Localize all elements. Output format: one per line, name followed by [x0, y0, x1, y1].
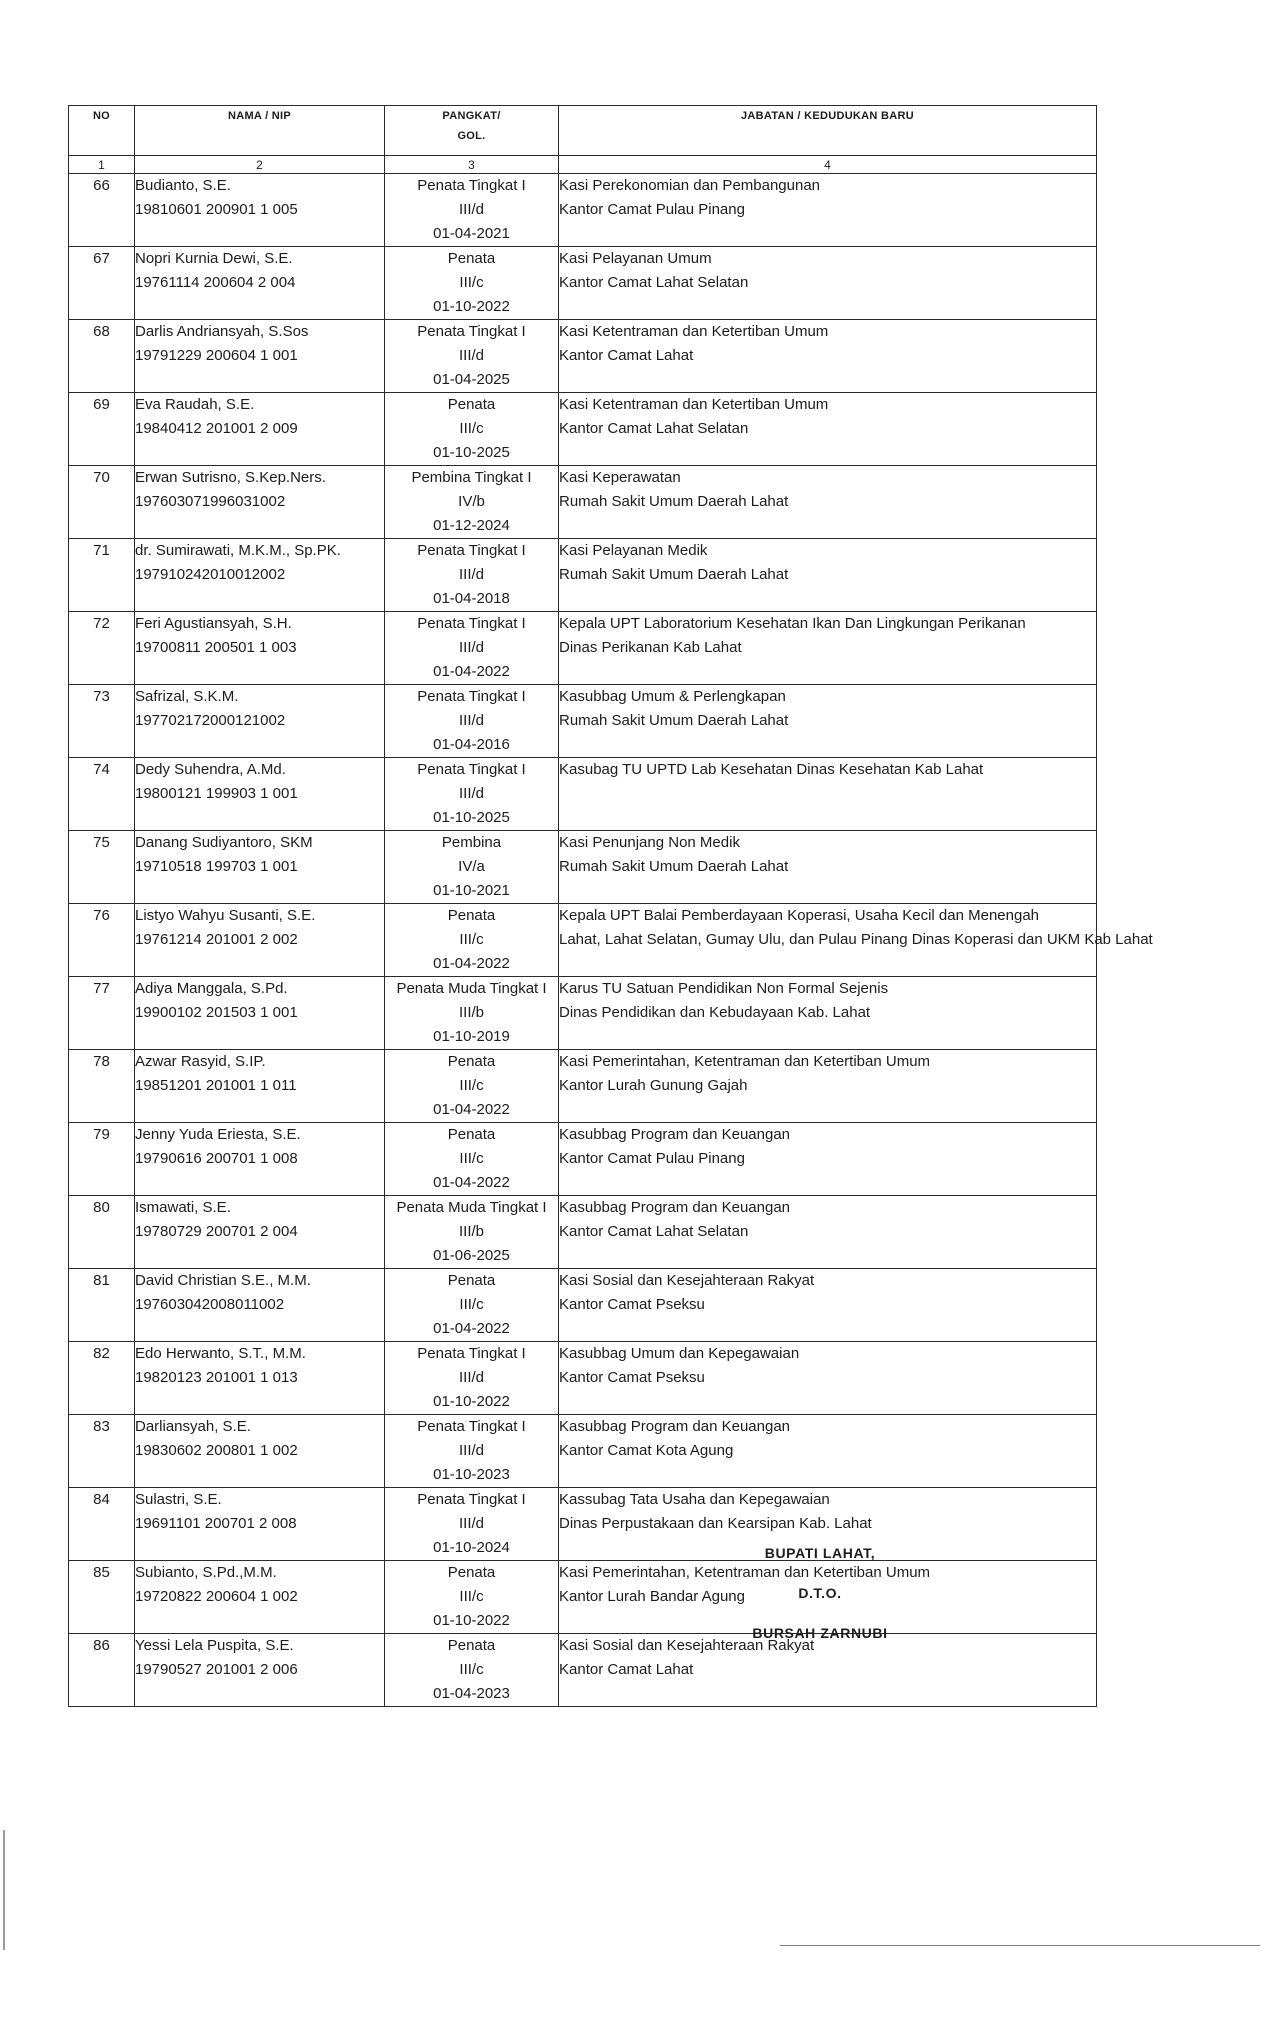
rank-grade: III/c — [459, 274, 484, 291]
name-nip-cell — [135, 174, 385, 247]
employee-nip: 197603071996031002 — [135, 493, 286, 510]
position-unit: Kantor Camat Pulau Pinang — [559, 1150, 745, 1167]
row-number: 83 — [69, 1415, 135, 1488]
table-row — [69, 393, 1097, 466]
position-cell — [559, 1050, 1097, 1123]
table-row — [69, 1561, 1097, 1634]
position-unit: Dinas Perikanan Kab Lahat — [559, 639, 742, 656]
rank-grade: III/c — [459, 1150, 484, 1167]
table-row — [69, 977, 1097, 1050]
position-title: Kasi Sosial dan Kesejahteraan Rakyat — [559, 1637, 815, 1654]
rank-title: Penata Tingkat I — [417, 177, 526, 194]
position-title: Kasubbag Program dan Keuangan — [559, 1199, 791, 1216]
name-nip-cell — [135, 831, 385, 904]
table-row — [69, 685, 1097, 758]
position-title: Kasubbag Umum dan Kepegawaian — [559, 1345, 800, 1362]
employee-nip: 19691101 200701 2 008 — [135, 1515, 297, 1532]
employee-name: dr. Sumirawati, M.K.M., Sp.PK. — [135, 542, 341, 559]
employee-name: Dedy Suhendra, A.Md. — [135, 761, 286, 778]
position-unit: Rumah Sakit Umum Daerah Lahat — [559, 566, 789, 583]
name-nip-cell — [135, 685, 385, 758]
rank-title: Penata Tingkat I — [417, 323, 526, 340]
rank-cell — [385, 1196, 559, 1269]
row-number: 73 — [69, 685, 135, 758]
table-row — [69, 1269, 1097, 1342]
table-row — [69, 466, 1097, 539]
rank-title: Pembina — [441, 834, 502, 851]
row-number: 78 — [69, 1050, 135, 1123]
employee-name: Budianto, S.E. — [135, 177, 231, 194]
column-number-row — [69, 156, 1097, 174]
row-number: 80 — [69, 1196, 135, 1269]
rank-cell — [385, 1561, 559, 1634]
row-number: 77 — [69, 977, 135, 1050]
employee-nip: 19761214 201001 2 002 — [135, 931, 298, 948]
rank-date: 01-04-2025 — [433, 371, 510, 388]
position-cell — [559, 612, 1097, 685]
position-unit: Rumah Sakit Umum Daerah Lahat — [559, 493, 789, 510]
table-row — [69, 831, 1097, 904]
header-gol: GOL. — [457, 130, 486, 142]
rank-cell — [385, 904, 559, 977]
rank-grade: III/d — [458, 639, 484, 656]
position-title: Kepala UPT Laboratorium Kesehatan Ikan Dan Lingkungan Perikanan — [559, 615, 1026, 632]
position-title: Kasi Keperawatan — [559, 469, 681, 486]
position-cell — [559, 466, 1097, 539]
position-title: Kasubbag Program dan Keuangan — [559, 1126, 791, 1143]
employee-name: David Christian S.E., M.M. — [135, 1272, 311, 1289]
employee-nip: 19710518 199703 1 001 — [135, 858, 298, 875]
position-cell — [559, 1269, 1097, 1342]
name-nip-cell — [135, 466, 385, 539]
position-title: Kasi Ketentraman dan Ketertiban Umum — [559, 396, 829, 413]
row-number: 68 — [69, 320, 135, 393]
position-title: Kepala UPT Balai Pemberdayaan Koperasi, Usaha Kecil dan Menengah — [559, 907, 1040, 924]
rank-grade: III/c — [459, 931, 484, 948]
column-number: 3 — [385, 156, 559, 174]
rank-cell — [385, 977, 559, 1050]
rank-title: Penata — [447, 1272, 496, 1289]
rank-grade: III/d — [458, 785, 484, 802]
rank-date: 01-04-2021 — [433, 225, 510, 242]
employee-name: Eva Raudah, S.E. — [135, 396, 255, 413]
row-number: 66 — [69, 174, 135, 247]
header-no: NO — [69, 106, 135, 156]
employee-name: Azwar Rasyid, S.IP. — [135, 1053, 266, 1070]
signature-title: BUPATI LAHAT, — [764, 1545, 876, 1561]
table-body — [69, 174, 1153, 1707]
rank-date: 01-04-2022 — [433, 955, 510, 972]
position-cell — [559, 904, 1153, 977]
name-nip-cell — [135, 393, 385, 466]
rank-title: Penata — [447, 396, 496, 413]
rank-grade: III/d — [458, 712, 484, 729]
rank-date: 01-10-2025 — [433, 444, 510, 461]
rank-cell — [385, 1123, 559, 1196]
employee-name: Subianto, S.Pd.,M.M. — [135, 1564, 277, 1581]
position-title: Kasubbag Umum & Perlengkapan — [559, 688, 786, 705]
position-title: Kasi Sosial dan Kesejahteraan Rakyat — [559, 1272, 815, 1289]
rank-title: Penata Tingkat I — [417, 542, 526, 559]
name-nip-cell — [135, 247, 385, 320]
table-row — [69, 174, 1097, 247]
rank-grade: III/d — [458, 347, 484, 364]
position-title: Kasi Ketentraman dan Ketertiban Umum — [559, 323, 829, 340]
table-row — [69, 1196, 1097, 1269]
rank-date: 01-06-2025 — [433, 1247, 510, 1264]
employee-name: Listyo Wahyu Susanti, S.E. — [135, 907, 316, 924]
name-nip-cell — [135, 977, 385, 1050]
header-pangkat: PANGKAT/ — [442, 110, 501, 122]
employee-name: Yessi Lela Puspita, S.E. — [135, 1637, 294, 1654]
rank-date: 01-04-2018 — [433, 590, 510, 607]
rank-grade: III/c — [459, 420, 484, 437]
rank-cell — [385, 320, 559, 393]
rank-date: 01-04-2022 — [433, 663, 510, 680]
rank-date: 01-04-2022 — [433, 1320, 510, 1337]
position-cell — [559, 1342, 1097, 1415]
table-row — [69, 904, 1097, 977]
footer-divider — [780, 1945, 1260, 1946]
name-nip-cell — [135, 1123, 385, 1196]
rank-cell — [385, 1269, 559, 1342]
employee-nip: 197910242010012002 — [135, 566, 286, 583]
employee-nip: 19700811 200501 1 003 — [135, 639, 297, 656]
employee-nip: 19840412 201001 2 009 — [135, 420, 298, 437]
rank-title: Penata — [447, 250, 496, 267]
column-number: 2 — [135, 156, 385, 174]
position-title: Kasi Penunjang Non Medik — [559, 834, 740, 851]
name-nip-cell — [135, 1634, 385, 1707]
row-number: 67 — [69, 247, 135, 320]
rank-grade: III/d — [458, 566, 484, 583]
header-jabatan: JABATAN / KEDUDUKAN BARU — [559, 106, 1097, 156]
employee-nip: 197603042008011002 — [135, 1296, 285, 1313]
position-unit: Kantor Camat Lahat Selatan — [559, 1223, 749, 1240]
rank-cell — [385, 1415, 559, 1488]
rank-title: Penata Tingkat I — [417, 615, 526, 632]
table-row — [69, 1634, 1097, 1707]
position-cell — [559, 977, 1097, 1050]
position-cell — [559, 685, 1097, 758]
name-nip-cell — [135, 1196, 385, 1269]
column-number: 4 — [559, 156, 1097, 174]
rank-title: Penata — [447, 907, 496, 924]
rank-cell — [385, 612, 559, 685]
row-number: 76 — [69, 904, 135, 977]
rank-grade: III/b — [458, 1004, 484, 1021]
rank-grade: IV/b — [458, 493, 485, 510]
position-title: Kasubag TU UPTD Lab Kesehatan Dinas Kesehatan Kab Lahat — [559, 761, 984, 778]
table-row — [69, 1415, 1097, 1488]
position-title: Kasubbag Program dan Keuangan — [559, 1418, 791, 1435]
row-number: 75 — [69, 831, 135, 904]
employee-nip: 19791229 200604 1 001 — [135, 347, 298, 364]
table-header-row — [69, 106, 1097, 156]
row-number: 69 — [69, 393, 135, 466]
table-row — [69, 612, 1097, 685]
rank-cell — [385, 174, 559, 247]
position-unit: Dinas Pendidikan dan Kebudayaan Kab. Lahat — [559, 1004, 871, 1021]
position-unit: Kantor Camat Lahat — [559, 347, 694, 364]
employee-nip: 19780729 200701 2 004 — [135, 1223, 298, 1240]
rank-cell — [385, 1634, 559, 1707]
rank-cell — [385, 758, 559, 831]
rank-grade: III/d — [458, 1369, 484, 1386]
name-nip-cell — [135, 1561, 385, 1634]
rank-title: Penata Tingkat I — [417, 1345, 526, 1362]
rank-cell — [385, 1050, 559, 1123]
position-title: Karus TU Satuan Pendidikan Non Formal Sejenis — [559, 980, 889, 997]
employee-name: Erwan Sutrisno, S.Kep.Ners. — [135, 469, 326, 486]
rank-grade: IV/a — [458, 858, 485, 875]
position-unit: Kantor Camat Pseksu — [559, 1296, 705, 1313]
employee-nip: 19820123 201001 1 013 — [135, 1369, 298, 1386]
row-number: 81 — [69, 1269, 135, 1342]
employee-nip: 197702172000121002 — [135, 712, 286, 729]
position-unit: Kantor Camat Lahat Selatan — [559, 274, 749, 291]
personnel-table — [68, 105, 1153, 1707]
rank-title: Penata — [447, 1126, 496, 1143]
rank-grade: III/d — [458, 1515, 484, 1532]
position-cell — [559, 758, 1097, 831]
rank-title: Penata Muda Tingkat I — [396, 980, 547, 997]
position-unit: Kantor Camat Pseksu — [559, 1369, 705, 1386]
position-unit: Kantor Camat Lahat Selatan — [559, 420, 749, 437]
table-row — [69, 1488, 1097, 1561]
rank-title: Penata — [447, 1053, 496, 1070]
name-nip-cell — [135, 1342, 385, 1415]
rank-grade: III/c — [459, 1661, 484, 1678]
rank-date: 01-10-2021 — [433, 882, 510, 899]
position-title: Kasi Pelayanan Umum — [559, 250, 712, 267]
rank-date: 01-10-2019 — [433, 1028, 510, 1045]
rank-title: Penata Tingkat I — [417, 688, 526, 705]
employee-nip: 19761114 200604 2 004 — [135, 274, 296, 291]
header-nama-nip: NAMA / NIP — [135, 106, 385, 156]
position-cell — [559, 831, 1097, 904]
name-nip-cell — [135, 320, 385, 393]
rank-title: Penata Tingkat I — [417, 761, 526, 778]
rank-cell — [385, 393, 559, 466]
rank-date: 01-10-2022 — [433, 1393, 510, 1410]
position-unit: Kantor Camat Pulau Pinang — [559, 201, 745, 218]
position-cell — [559, 1415, 1097, 1488]
position-cell — [559, 1123, 1097, 1196]
rank-title: Penata Tingkat I — [417, 1418, 526, 1435]
rank-date: 01-12-2024 — [433, 517, 510, 534]
rank-date: 01-10-2022 — [433, 1612, 510, 1629]
employee-nip: 19851201 201001 1 011 — [135, 1077, 297, 1094]
position-cell — [559, 320, 1097, 393]
employee-name: Sulastri, S.E. — [135, 1491, 222, 1508]
table-row — [69, 320, 1097, 393]
rank-grade: III/b — [458, 1223, 484, 1240]
employee-name: Darlis Andriansyah, S.Sos — [135, 323, 309, 340]
row-number: 70 — [69, 466, 135, 539]
rank-date: 01-04-2022 — [433, 1174, 510, 1191]
name-nip-cell — [135, 1269, 385, 1342]
column-number: 1 — [69, 156, 135, 174]
position-title: Kasi Pemerintahan, Ketentraman dan Ketertiban Umum — [559, 1053, 931, 1070]
position-cell — [559, 393, 1097, 466]
name-nip-cell — [135, 758, 385, 831]
row-number: 71 — [69, 539, 135, 612]
rank-title: Penata Tingkat I — [417, 1491, 526, 1508]
position-unit: Rumah Sakit Umum Daerah Lahat — [559, 712, 789, 729]
employee-name: Ismawati, S.E. — [135, 1199, 231, 1216]
table-row — [69, 1123, 1097, 1196]
employee-name: Nopri Kurnia Dewi, S.E. — [135, 250, 293, 267]
position-unit: Rumah Sakit Umum Daerah Lahat — [559, 858, 789, 875]
employee-name: Edo Herwanto, S.T., M.M. — [135, 1345, 306, 1362]
header-pangkat-gol — [385, 106, 559, 156]
rank-date: 01-10-2024 — [433, 1539, 510, 1556]
position-title: Kassubag Tata Usaha dan Kepegawaian — [559, 1491, 830, 1508]
rank-grade: III/c — [459, 1077, 484, 1094]
position-unit: Kantor Lurah Bandar Agung — [559, 1588, 745, 1605]
rank-title: Pembina Tingkat I — [411, 469, 532, 486]
rank-title: Penata Muda Tingkat I — [396, 1199, 547, 1216]
rank-cell — [385, 466, 559, 539]
rank-grade: III/c — [459, 1588, 484, 1605]
rank-grade: III/d — [458, 201, 484, 218]
position-cell — [559, 1196, 1097, 1269]
employee-name: Jenny Yuda Eriesta, S.E. — [135, 1126, 301, 1143]
employee-name: Safrizal, S.K.M. — [135, 688, 239, 705]
table-row — [69, 539, 1097, 612]
position-title: Kasi Perekonomian dan Pembangunan — [559, 177, 821, 194]
employee-nip: 19810601 200901 1 005 — [135, 201, 298, 218]
table-row — [69, 1342, 1097, 1415]
name-nip-cell — [135, 1050, 385, 1123]
position-unit: Lahat, Lahat Selatan, Gumay Ulu, dan Pulau Pinang Dinas Koperasi dan UKM Kab Lahat — [559, 931, 1153, 948]
employee-nip: 19720822 200604 1 002 — [135, 1588, 298, 1605]
row-number: 82 — [69, 1342, 135, 1415]
rank-cell — [385, 1342, 559, 1415]
employee-name: Feri Agustiansyah, S.H. — [135, 615, 292, 632]
employee-name: Darliansyah, S.E. — [135, 1418, 251, 1435]
position-cell — [559, 1634, 1097, 1707]
table-row — [69, 1050, 1097, 1123]
position-cell — [559, 174, 1097, 247]
position-unit: Dinas Perpustakaan dan Kearsipan Kab. Lahat — [559, 1515, 872, 1532]
name-nip-cell — [135, 1488, 385, 1561]
table-row — [69, 247, 1097, 320]
employee-nip: 19790616 200701 1 008 — [135, 1150, 298, 1167]
table-row — [69, 758, 1097, 831]
rank-date: 01-10-2023 — [433, 1466, 510, 1483]
rank-date: 01-04-2016 — [433, 736, 510, 753]
rank-cell — [385, 831, 559, 904]
position-unit: Kantor Lurah Gunung Gajah — [559, 1077, 748, 1094]
position-cell — [559, 247, 1097, 320]
row-number: 86 — [69, 1634, 135, 1707]
position-title: Kasi Pelayanan Medik — [559, 542, 708, 559]
row-number: 85 — [69, 1561, 135, 1634]
rank-grade: III/c — [459, 1296, 484, 1313]
employee-name: Danang Sudiyantoro, SKM — [135, 834, 313, 851]
row-number: 79 — [69, 1123, 135, 1196]
rank-cell — [385, 1488, 559, 1561]
rank-title: Penata — [447, 1564, 496, 1581]
rank-date: 01-10-2022 — [433, 298, 510, 315]
row-number: 74 — [69, 758, 135, 831]
employee-name: Adiya Manggala, S.Pd. — [135, 980, 288, 997]
position-unit: Kantor Camat Lahat — [559, 1661, 694, 1678]
name-nip-cell — [135, 904, 385, 977]
rank-date: 01-04-2022 — [433, 1101, 510, 1118]
signature-dto: D.T.O. — [798, 1585, 842, 1601]
rank-cell — [385, 539, 559, 612]
row-number: 72 — [69, 612, 135, 685]
employee-nip: 19830602 200801 1 002 — [135, 1442, 298, 1459]
position-title: Kasi Pemerintahan, Ketentraman dan Ketertiban Umum — [559, 1564, 931, 1581]
rank-date: 01-04-2023 — [433, 1685, 510, 1702]
employee-nip: 19900102 201503 1 001 — [135, 1004, 298, 1021]
name-nip-cell — [135, 1415, 385, 1488]
name-nip-cell — [135, 539, 385, 612]
rank-grade: III/d — [458, 1442, 484, 1459]
employee-nip: 19800121 199903 1 001 — [135, 785, 298, 802]
name-nip-cell — [135, 612, 385, 685]
rank-title: Penata — [447, 1637, 496, 1654]
rank-cell — [385, 247, 559, 320]
row-number: 84 — [69, 1488, 135, 1561]
rank-cell — [385, 685, 559, 758]
position-cell — [559, 539, 1097, 612]
scan-edge-mark — [3, 1830, 5, 1950]
rank-date: 01-10-2025 — [433, 809, 510, 826]
employee-nip: 19790527 201001 2 006 — [135, 1661, 298, 1678]
position-unit: Kantor Camat Kota Agung — [559, 1442, 734, 1459]
signature-name: BURSAH ZARNUBI — [752, 1625, 888, 1641]
